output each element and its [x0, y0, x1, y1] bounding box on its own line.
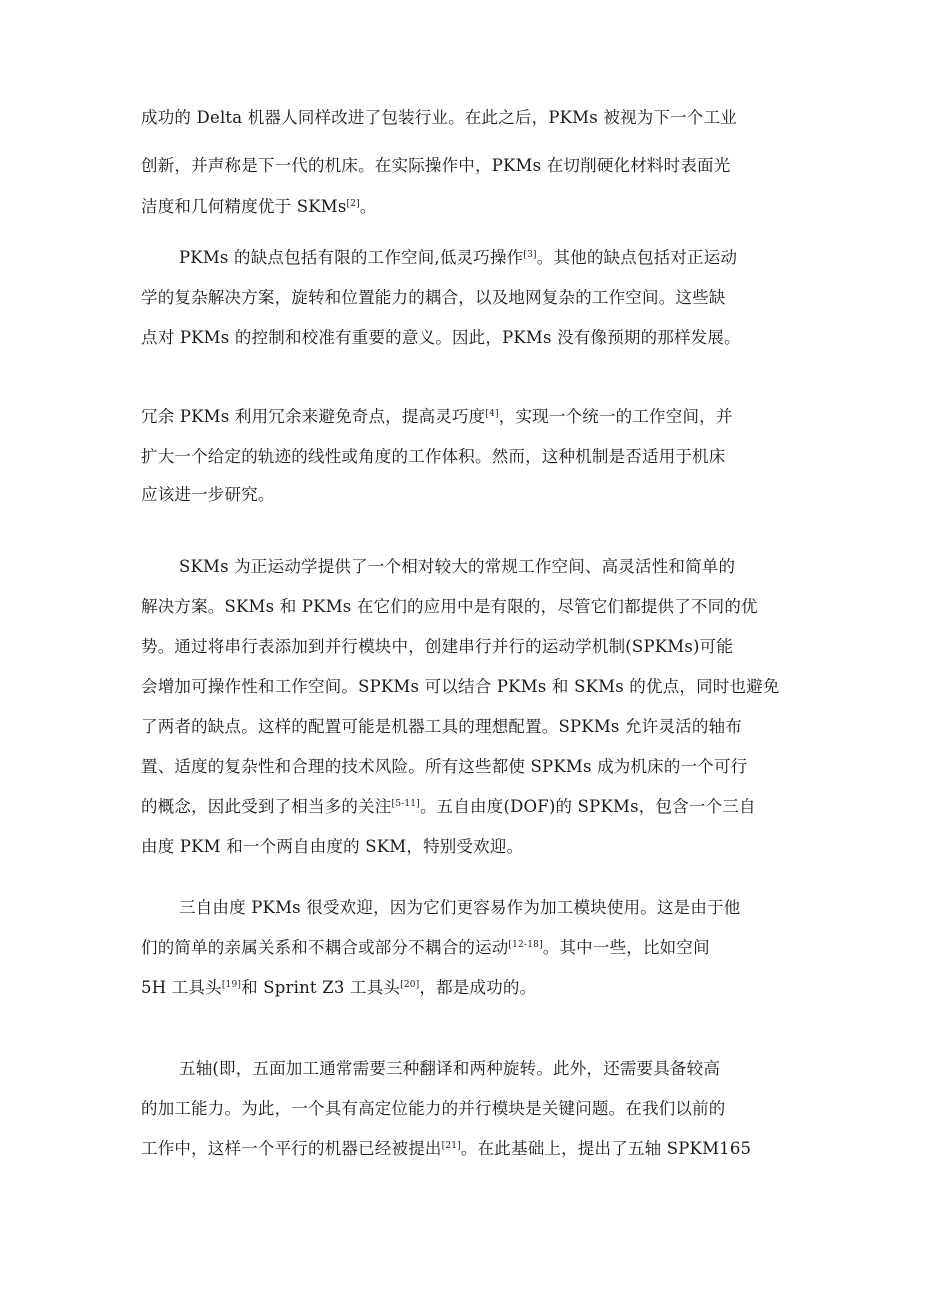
- text-run: 应该进一步研究。: [141, 485, 275, 504]
- text-run: 成功的 Delta 机器人同样改进了包装行业。在此之后，PKMs 被视为下一个工业: [141, 108, 737, 127]
- text-run: 。其他的缺点包括对正运动: [536, 248, 738, 267]
- text-run: PKMs 的缺点包括有限的工作空间,低灵巧操作: [179, 248, 524, 267]
- citation-reference: [2]: [346, 199, 360, 209]
- text-run: 和 Sprint Z3 工具头: [241, 978, 401, 997]
- text-line: [141, 977, 791, 999]
- text-run: ，实现一个统一的工作空间，并: [498, 407, 733, 426]
- text-run: 的加工能力。为此，一个具有高定位能力的并行模块是关键问题。在我们以前的: [141, 1099, 726, 1118]
- text-line: [179, 247, 829, 269]
- text-line: [141, 756, 791, 778]
- text-run: 的概念，因此受到了相当多的关注: [141, 797, 392, 816]
- text-line: [141, 636, 791, 658]
- text-run: 。五自由度(DOF)的 SPKMs，包含一个三自: [419, 797, 756, 816]
- text-run: ，都是成功的。: [419, 978, 537, 997]
- text-line: [141, 406, 791, 428]
- text-run: 洁度和几何精度优于 SKMs: [141, 197, 347, 216]
- text-line: [141, 1098, 791, 1120]
- citation-reference: [19]: [221, 980, 242, 990]
- text-line: [141, 484, 791, 506]
- text-run: 们的简单的亲属关系和不耦合或部分不耦合的运动: [141, 938, 509, 957]
- text-run: 。: [359, 197, 377, 216]
- text-run: 会增加可操作性和工作空间。SPKMs 可以结合 PKMs 和 SKMs 的优点，同时也避免: [141, 677, 780, 696]
- text-run: 势。通过将串行表添加到并行模块中，创建串行并行的运动学机制(SPKMs)可能: [141, 637, 734, 656]
- text-run: 5H 工具头: [141, 978, 222, 997]
- text-run: 。在此基础上，提出了五轴 SPKM165: [460, 1139, 752, 1158]
- citation-reference: [4]: [485, 409, 499, 419]
- text-line: [179, 897, 829, 919]
- citation-reference: [20]: [400, 980, 420, 990]
- text-run: 三自由度 PKMs 很受欢迎，因为它们更容易作为加工模块使用。这是由于他: [179, 898, 741, 917]
- text-line: [141, 107, 791, 129]
- text-line: [141, 196, 791, 218]
- text-line: [141, 1138, 791, 1160]
- text-run: 学的复杂解决方案，旋转和位置能力的耦合，以及地网复杂的工作空间。这些缺: [141, 288, 726, 307]
- citation-reference: [3]: [523, 250, 537, 260]
- text-line: [141, 676, 791, 698]
- text-run: 点对 PKMs 的控制和校准有重要的意义。因此，PKMs 没有像预期的那样发展。: [141, 328, 741, 347]
- text-line: [141, 446, 791, 468]
- citation-reference: [21]: [441, 1141, 461, 1151]
- text-run: 置、适度的复杂性和合理的技术风险。所有这些都使 SPKMs 成为机床的一个可行: [141, 757, 748, 776]
- text-line: [179, 556, 829, 578]
- text-run: 工作中，这样一个平行的机器已经被提出: [141, 1139, 442, 1158]
- text-run: 解决方案。SKMs 和 PKMs 在它们的应用中是有限的，尽管它们都提供了不同的优: [141, 597, 758, 616]
- text-line: [141, 716, 791, 738]
- text-line: [141, 796, 791, 818]
- text-run: SKMs 为正运动学提供了一个相对较大的常规工作空间、高灵活性和简单的: [179, 557, 736, 576]
- text-run: 创新，并声称是下一代的机床。在实际操作中，PKMs 在切削硬化材料时表面光: [141, 156, 731, 175]
- citation-reference: [5-11]: [391, 799, 420, 809]
- text-line: [141, 836, 791, 858]
- text-run: 。其中一些，比如空间: [542, 938, 710, 957]
- text-run: 由度 PKM 和一个两自由度的 SKM，特别受欢迎。: [141, 837, 524, 856]
- text-line: [141, 327, 791, 349]
- citation-reference: [12-18]: [508, 940, 543, 950]
- text-run: 扩大一个给定的轨迹的线性或角度的工作体积。然而，这种机制是否适用于机床: [141, 447, 726, 466]
- text-line: [141, 937, 791, 959]
- text-line: [141, 155, 791, 177]
- text-line: [179, 1058, 829, 1080]
- text-run: 了两者的缺点。这样的配置可能是机器工具的理想配置。SPKMs 允许灵活的轴布: [141, 717, 742, 736]
- text-run: 冗余 PKMs 利用冗余来避免奇点，提高灵巧度: [141, 407, 486, 426]
- text-line: [141, 287, 791, 309]
- text-line: [141, 596, 791, 618]
- text-run: 五轴(即，五面加工通常需要三种翻译和两种旋转。此外，还需要具备较高: [179, 1059, 721, 1078]
